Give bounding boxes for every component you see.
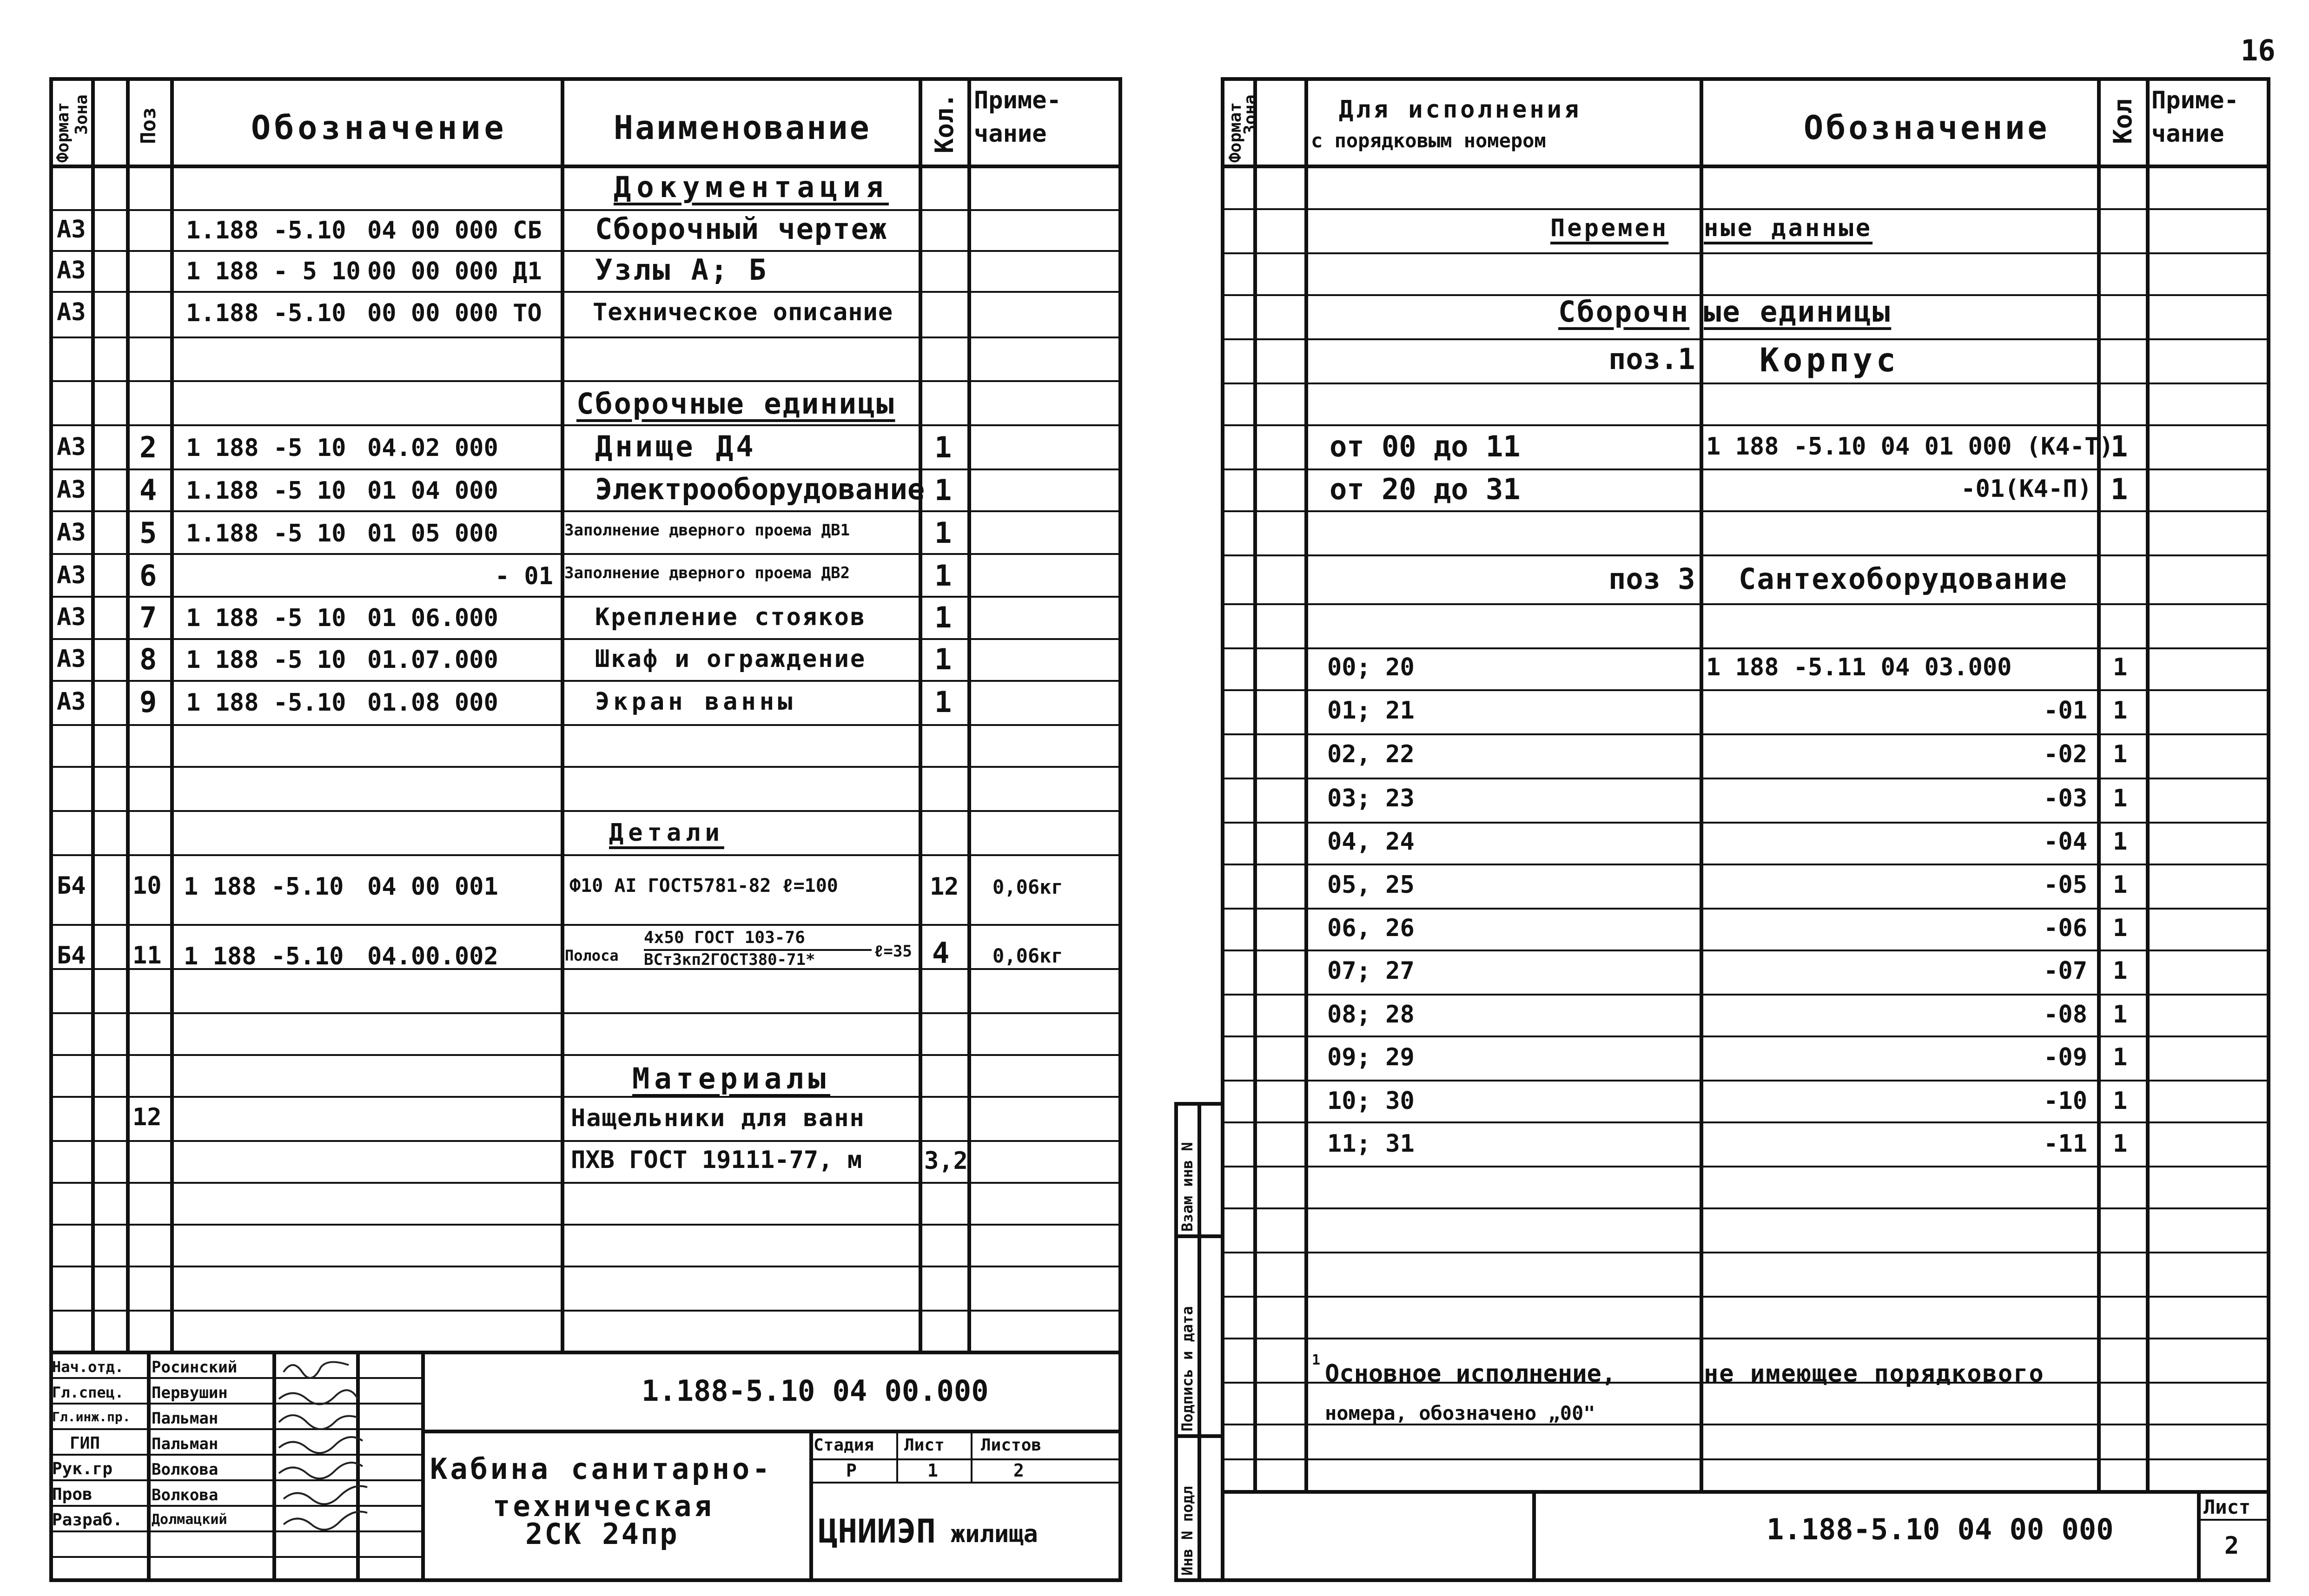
r-footnote-line2: номера, обозначено „00" [1325, 1402, 1595, 1425]
row11-pos: 8 [139, 642, 157, 676]
row11-qty: 1 [934, 642, 952, 676]
tb-organization: ЦНИИЭП [818, 1512, 936, 1550]
header-note-1: Приме- [974, 86, 1061, 114]
tb-role-3: Гл.инж.пр. [52, 1409, 131, 1425]
header-designation: Обозначение [251, 109, 508, 147]
row7-designation: 1.188 -5 10 [186, 477, 346, 505]
r-pos3-name: Сантехоборудование [1739, 562, 2068, 596]
row8-pos: 5 [139, 516, 157, 550]
tb-role-7: Разраб. [52, 1510, 123, 1530]
row16-name-suffix: ℓ=35 [874, 942, 912, 961]
r-body-row1-exec: от 00 до 11 [1330, 429, 1521, 463]
row10-format: А3 [57, 603, 86, 631]
row15-pos: 10 [132, 872, 162, 900]
r-san-designation: -04 [2044, 828, 2087, 856]
r-header-execution-2: с порядковым номером [1311, 129, 1546, 152]
r-san-exec: 00; 20 [1327, 653, 1415, 681]
r-side-inv-original: Инв N подл [1178, 1486, 1196, 1576]
r-assembly-left: Сборочн [1558, 295, 1690, 329]
row15-designation: 1 188 -5.10 [184, 873, 344, 901]
r-san-exec: 06, 26 [1327, 914, 1415, 942]
row6-designation: 1 188 -5 10 [186, 434, 346, 462]
row8-designation: 1.188 -5 10 [186, 520, 346, 547]
tb-document-code: 1.188-5.10 04 00.000 [642, 1374, 989, 1408]
tb-name-6: Волкова [152, 1486, 218, 1504]
r-side-signature-date: Подпись и дата [1178, 1306, 1196, 1431]
row10-name: Крепление стояков [595, 603, 867, 631]
row3-format: А3 [57, 298, 86, 326]
row16-name-prefix: Полоса [565, 947, 619, 964]
r-san-qty: 1 [2113, 653, 2128, 681]
row12-code: 01.08 000 [367, 689, 498, 717]
r-body-row2-qty: 1 [2111, 472, 2128, 506]
row3-designation: 1.188 -5.10 [186, 299, 346, 327]
row7-qty: 1 [934, 473, 952, 507]
r-san-designation: -08 [2044, 1001, 2087, 1029]
row15-note: 0,06кг [992, 876, 1063, 898]
row12-format: А3 [57, 688, 86, 716]
r-san-designation: -05 [2044, 871, 2087, 899]
row16-pos: 11 [132, 942, 162, 969]
r-san-exec: 10; 30 [1327, 1087, 1415, 1115]
r-san-designation: -03 [2044, 785, 2087, 812]
row11-format: А3 [57, 645, 86, 673]
row9-code: - 01 [495, 562, 553, 590]
row8-name: Заполнение дверного проема ДВ1 [564, 521, 850, 540]
r-san-exec: 03; 23 [1327, 785, 1415, 812]
row15-name: Ф10 АI ГОСТ5781-82 ℓ=100 [569, 875, 838, 897]
r-san-qty: 1 [2113, 785, 2128, 812]
r-san-exec: 01; 21 [1327, 697, 1415, 725]
tb-name-3: Пальман [152, 1409, 218, 1428]
r-footnote-mark: 1 [1312, 1352, 1321, 1368]
r-footnote-line1-left: Основное исполнение, [1325, 1360, 1616, 1388]
r-pos3-label: поз 3 [1608, 562, 1695, 596]
row1-name: Сборочный чертеж [595, 212, 888, 246]
row15-format: Б4 [57, 872, 86, 900]
row16-format: Б4 [57, 942, 86, 969]
row2-code: 00 00 000 Д1 [367, 257, 542, 285]
row16-designation: 1 188 -5.10 [184, 943, 344, 970]
tb-role-1: Нач.отд. [52, 1358, 124, 1376]
row16-name-top: 4х50 ГОСТ 103-76 [644, 928, 805, 947]
r-header-note-2: чание [2151, 120, 2224, 148]
tb-name-2: Первушин [152, 1384, 228, 1402]
header-note-2: чание [974, 120, 1047, 148]
header-zone: Зона [72, 94, 91, 135]
r-pos1-name: Корпус [1760, 341, 1899, 379]
row11-code: 01.07.000 [367, 646, 498, 674]
row16-name-bottom: ВСт3кп2ГОСТ380-71* [644, 950, 815, 969]
row9-name: Заполнение дверного проема ДВ2 [564, 564, 850, 582]
r-side-replaced-inv: Взам инв N [1178, 1142, 1196, 1232]
row2-name: Узлы А; Б [595, 253, 768, 287]
row8-qty: 1 [934, 516, 952, 550]
r-variable-data-right: ные данные [1704, 214, 1873, 242]
row10-qty: 1 [934, 600, 952, 634]
row2-designation: 1 188 - 5 10 [186, 257, 361, 285]
r-san-designation: -07 [2044, 957, 2087, 985]
r-san-designation: -02 [2044, 740, 2087, 768]
header-name: Наименование [614, 109, 871, 147]
r-san-exec: 04, 24 [1327, 828, 1415, 856]
tb-role-2: Гл.спец. [52, 1384, 124, 1401]
tb-name-4: Пальман [152, 1435, 218, 1453]
row8-code: 01 05 000 [367, 520, 498, 547]
row1-format: А3 [57, 216, 86, 244]
row15-qty: 12 [930, 873, 959, 901]
tb-sheet-label: Лист [904, 1436, 945, 1455]
section-parts: Детали [609, 819, 724, 847]
row10-code: 01 06.000 [367, 604, 498, 632]
row12-qty: 1 [934, 685, 952, 719]
row12-name: Экран ванны [595, 688, 796, 716]
r-body-row1-designation: 1 188 -5.10 04 01 000 (К4-Т) [1706, 433, 2114, 461]
r-san-exec: 07; 27 [1327, 957, 1415, 985]
row16-qty: 4 [932, 936, 950, 970]
r-header-format: Формат [1226, 102, 1245, 163]
row10-designation: 1 188 -5 10 [186, 604, 346, 632]
row19-name: Нащельники для ванн [571, 1104, 865, 1132]
section-documentation: Документация [614, 170, 889, 204]
tb-stage: Р [846, 1460, 857, 1481]
r-body-row2-exec: от 20 до 31 [1330, 472, 1521, 506]
tb-organization-suffix: жилища [951, 1520, 1038, 1548]
r-san-qty: 1 [2113, 697, 2128, 725]
r-body-row1-qty: 1 [2111, 429, 2128, 463]
r-san-exec: 02, 22 [1327, 740, 1415, 768]
r-sheet-number: 2 [2224, 1532, 2239, 1560]
r-variable-data-left: Перемен [1550, 214, 1669, 242]
row11-name: Шкаф и ограждение [595, 645, 867, 673]
row16-code: 04.00.002 [367, 943, 498, 970]
tb-title-line1: Кабина санитарно- [430, 1452, 773, 1486]
header-qty: Кол. [930, 92, 959, 153]
page-number: 16 [2241, 33, 2276, 67]
r-body-row2-designation: -01(К4-П) [1961, 475, 2092, 503]
row1-code: 04 00 000 СБ [367, 217, 542, 244]
tb-name-1: Росинский [152, 1358, 238, 1377]
r-san-exec: 09; 29 [1327, 1043, 1415, 1071]
row3-name: Техническое описание [593, 298, 893, 326]
r-header-zone: Зона [1241, 94, 1260, 135]
tb-sheet: 1 [927, 1460, 938, 1481]
row8-format: А3 [57, 519, 86, 547]
tb-title-line2: техническая [493, 1489, 715, 1523]
tb-name-7: Долмацкий [152, 1511, 227, 1528]
row3-code: 00 00 000 ТО [367, 299, 542, 327]
r-header-qty: Кол [2108, 99, 2137, 144]
r-san-qty: 1 [2113, 871, 2128, 899]
r-san-qty: 1 [2113, 1087, 2128, 1115]
r-san-qty: 1 [2113, 740, 2128, 768]
row6-format: А3 [57, 433, 86, 461]
r-san-qty: 1 [2113, 828, 2128, 856]
r-san-qty: 1 [2113, 957, 2128, 985]
row10-pos: 7 [139, 600, 157, 634]
row7-name: Электрооборудование [595, 472, 925, 506]
r-san-exec: 05, 25 [1327, 871, 1415, 899]
header-format: Формат [53, 102, 73, 163]
row20-name: ПХВ ГОСТ 19111-77, м [571, 1146, 862, 1174]
row15-code: 04 00 001 [367, 873, 498, 901]
r-header-execution-1: Для исполнения [1339, 96, 1582, 124]
tb-sheets: 2 [1013, 1460, 1024, 1481]
row6-pos: 2 [139, 430, 157, 464]
r-san-qty: 1 [2113, 1130, 2128, 1158]
r-san-designation: -01 [2044, 697, 2087, 725]
section-assembly-units: Сборочные единицы [576, 387, 895, 421]
tb-role-4: ГИП [70, 1434, 100, 1453]
r-san-qty: 1 [2113, 1001, 2128, 1029]
r-san-designation: -09 [2044, 1043, 2087, 1071]
r-san-exec: 11; 31 [1327, 1130, 1415, 1158]
row7-code: 01 04 000 [367, 477, 498, 505]
row9-qty: 1 [934, 559, 952, 593]
r-san-qty: 1 [2113, 1043, 2128, 1071]
row20-qty: 3,2 [924, 1147, 968, 1175]
tb-role-6: Пров [52, 1485, 93, 1504]
row12-pos: 9 [139, 685, 157, 719]
r-bottom-code: 1.188-5.10 04 00 000 [1766, 1512, 2114, 1546]
row11-designation: 1 188 -5 10 [186, 646, 346, 674]
r-san-designation: -10 [2044, 1087, 2087, 1115]
r-san-qty: 1 [2113, 914, 2128, 942]
tb-title-line3: 2СК 24пр [525, 1517, 679, 1551]
r-header-designation: Обозначение [1804, 109, 2050, 147]
row7-format: А3 [57, 476, 86, 504]
row6-qty: 1 [934, 430, 952, 464]
tb-stage-label: Стадия [814, 1436, 874, 1455]
tb-sheets-label: Листов [981, 1436, 1042, 1455]
r-sheet-label: Лист [2203, 1496, 2251, 1518]
row16-note: 0,06кг [992, 944, 1063, 967]
row2-format: А3 [57, 257, 86, 284]
row7-pos: 4 [139, 473, 157, 507]
row1-designation: 1.188 -5.10 [186, 217, 346, 244]
row6-code: 04.02 000 [367, 434, 498, 462]
tb-name-5: Волкова [152, 1460, 218, 1479]
r-san-designation: -11 [2044, 1130, 2087, 1158]
r-san-designation: 1 188 -5.11 04 03.000 [1706, 653, 2012, 681]
row9-format: А3 [57, 561, 86, 589]
tb-role-5: Рук.гр [52, 1459, 113, 1478]
row6-name: Днище Д4 [595, 429, 756, 463]
r-pos1-label: поз.1 [1608, 342, 1695, 376]
header-pos: Поз [137, 107, 160, 144]
row19-pos: 12 [132, 1103, 162, 1131]
r-san-designation: -06 [2044, 914, 2087, 942]
r-assembly-right: ые единицы [1704, 295, 1892, 329]
r-footnote-line1-right: не имеющее порядкового [1704, 1360, 2044, 1388]
section-materials: Материалы [632, 1062, 830, 1095]
r-san-exec: 08; 28 [1327, 1001, 1415, 1029]
r-header-note-1: Приме- [2151, 86, 2239, 114]
row12-designation: 1 188 -5.10 [186, 689, 346, 717]
row9-pos: 6 [139, 559, 157, 593]
